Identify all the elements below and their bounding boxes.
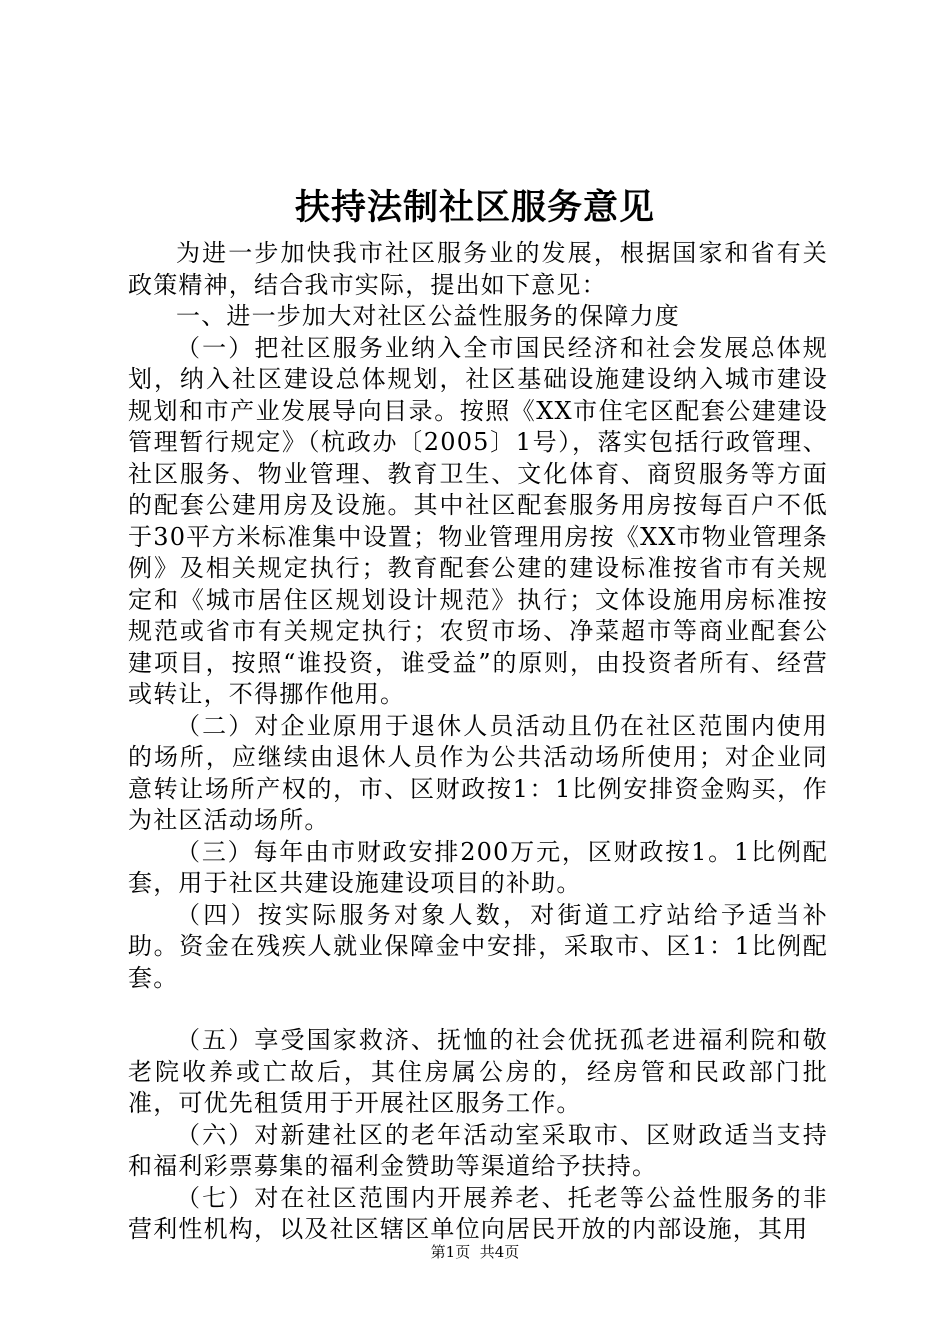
intro-paragraph: 为进一步加快我市社区服务业的发展，根据国家和省有关政策精神，结合我市实际，提出如下意见：: [128, 239, 828, 299]
item-paragraph-5: （五）享受国家救济、抚恤的社会优抚孤老进福利院和敬老院收养或亡故后，其住房属公房的，经房管和民政部门批准，可优先租赁用于开展社区服务工作。: [128, 1026, 828, 1117]
page-total: 共4页: [479, 1243, 520, 1261]
section-heading: 一、进一步加大对社区公益性服务的保障力度: [176, 302, 680, 330]
item-paragraph-4: （四）按实际服务对象人数，对街道工疗站给予适当补助。资金在残疾人就业保障金中安排，采取市、区1：1比例配套。: [128, 900, 828, 992]
document-body: [128, 238, 828, 1246]
item-paragraph-3: （三）每年由市财政安排200万元，区财政按1。1比例配套，用于社区共建设施建设项目的补助。: [128, 837, 828, 897]
item-paragraph-7: （七）对在社区范围内开展养老、托老等公益性服务的非营利性机构，以及社区辖区单位向居民开放的内部设施，其用: [128, 1183, 828, 1243]
page-footer: [0, 1240, 950, 1264]
page-number: 第1页: [430, 1243, 471, 1261]
item-paragraph-6: （六）对新建社区的老年活动室采取市、区财政适当支持和福利彩票募集的福利金赞助等渠道给予扶持。: [128, 1120, 828, 1180]
item-paragraph-2: （二）对企业原用于退休人员活动且仍在社区范围内使用的场所，应继续由退休人员作为公共活动场所使用；对企业同意转让场所产权的，市、区财政按1：1比例安排资金购买，作为社区活动场所。: [128, 711, 828, 834]
item-paragraph-1: （一）把社区服务业纳入全市国民经济和社会发展总体规划，纳入社区建设总体规划，社区基础设施建设纳入城市建设规划和市产业发展导向目录。按照《XX市住宅区配套公建建设管理暂行规定》（杭政办〔2005〕1号），落实包括行政管理、社区服务、物业管理、教育卫生、文化体育、商贸服务等方面的配套公建用房及设施。其中社区配套服务用房按每百户不低于30平方米标准集中设置；物业管理用房按《XX市物业管理条例》及相关规定执行；教育配套公建的建设标准按省市有关规定和《城市居住区规划设计规范》执行；文体设施用房标准按规范或省市有关规定执行；农贸市场、净菜超市等商业配套公建项目，按照“谁投资，谁受益”的原则，由投资者所有、经营或转让，不得挪作他用。: [128, 333, 828, 708]
document-title: 扶持法制社区服务意见: [294, 187, 655, 228]
